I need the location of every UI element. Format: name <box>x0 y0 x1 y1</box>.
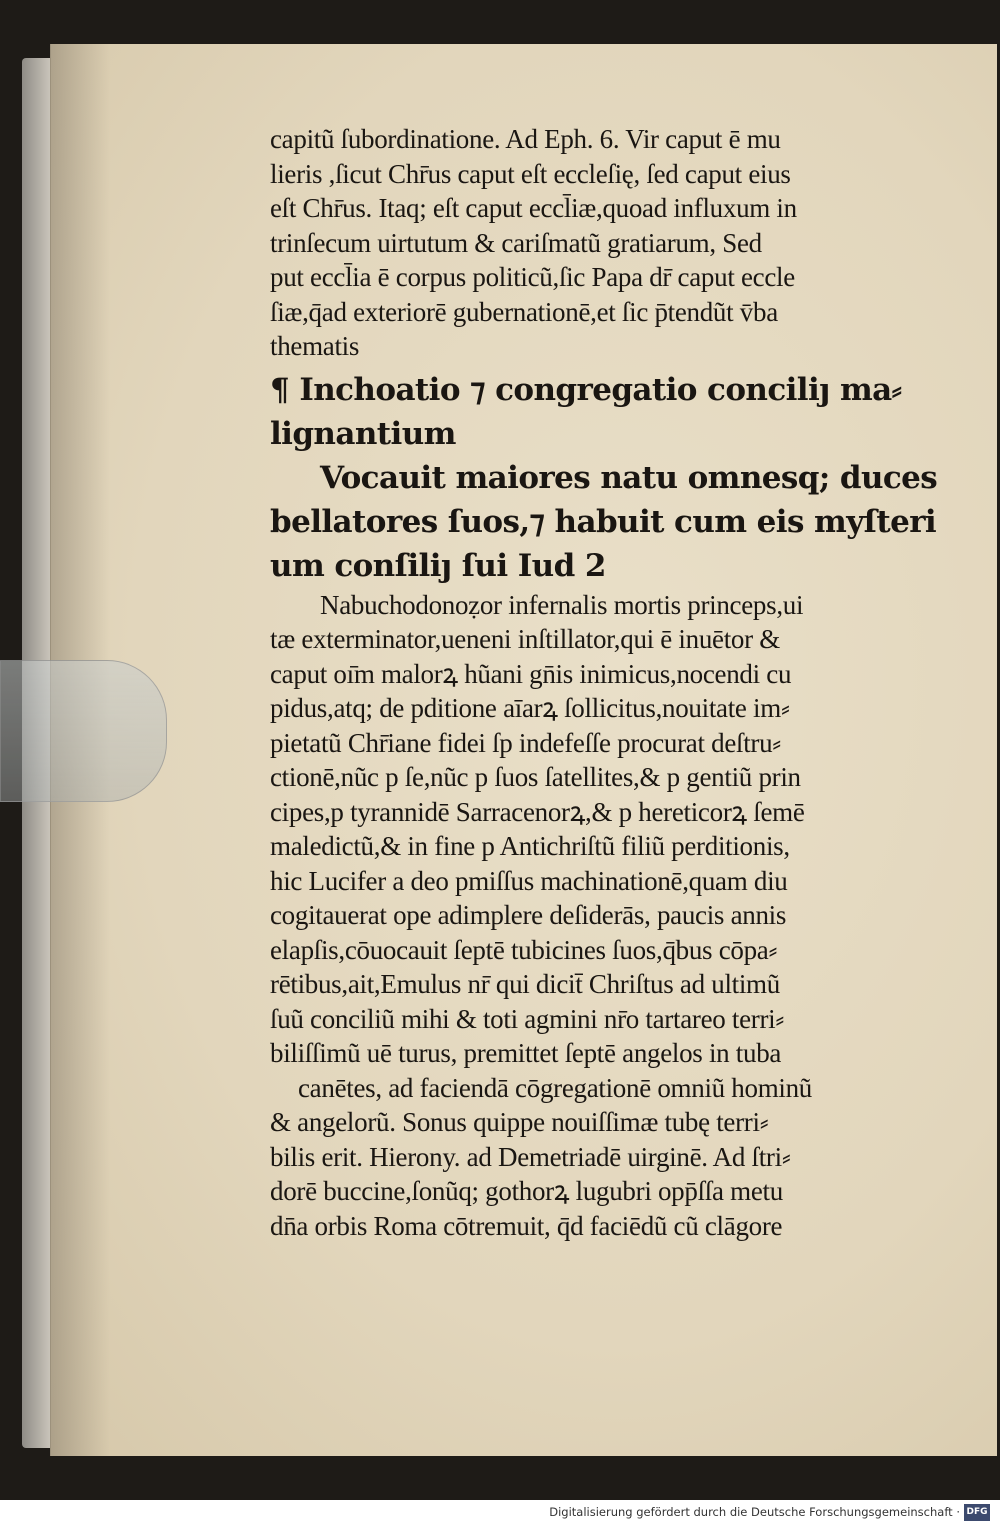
text-line: maledictũ,& in fine p Antichriſtũ filiũ perditionis, <box>270 831 790 861</box>
text-line: ſiæ,q̄ad exteriorē gubernationē,et ſic p̄tendũt v̄ba <box>270 296 778 327</box>
text-line: put eccl̄ia ē corpus politicũ,ſic Papa dr̄ caput eccle <box>270 262 795 292</box>
text-line: dn̄a orbis Roma cōtremuit, q̄d faciēdũ cũ clāgore <box>270 1210 783 1241</box>
text-line: cogitauerat ope adimplere deſiderās, paucis annis <box>270 900 787 930</box>
text-line: rētibus,ait,Emulus nr̄ qui dicit̄ Chriſtus ad ultimũ <box>270 969 780 999</box>
text-line: pidus,atq; de pditione aīarꝝ ſollicitus,nouitate im⸗ <box>270 693 790 723</box>
text-line: elapſis,cōuocauit ſeptē tubicines ſuos,q̄bus cōpa⸗ <box>270 934 778 965</box>
text-line: ſuũ conciliũ mihi & toti agmini nr̄o tartareo terri⸗ <box>270 1003 785 1034</box>
text-line: lieris ,ſicut Chr̄us caput eſt eccleſię, ſed caput eius <box>270 158 791 189</box>
quote-line: bellatores ſuos,⁊ habuit cum eis myſteri <box>270 503 937 540</box>
text-line: canētes, ad faciendā cōgregationē omniũ hominũ <box>298 1072 812 1103</box>
section-heading: lignantium <box>270 415 456 452</box>
text-line: dorē buccine,ſonũq; gothorꝝ lugubri opp̄ſſa metu <box>270 1176 783 1206</box>
text-line: hic Lucifer a deo pmiſſus machinationē,quam diu <box>270 865 788 896</box>
section-heading: ¶ Inchoatio ⁊ congregatio conciliȷ ma⸗ <box>270 371 902 408</box>
funding-credit: Digitalisierung gefördert durch die Deutsche Forschungsgemeinschaft · <box>549 1505 960 1519</box>
text-line: biliſſimũ uē turus, premittet ſeptē angelos in tuba <box>270 1038 782 1068</box>
text-line: & angelorũ. Sonus quippe nouiſſimæ tubę terri⸗ <box>270 1107 769 1137</box>
text-line: Nabuchodonoẓor infernalis mortis princeps,ui <box>320 589 804 620</box>
text-line: trinſecum uirtutum & cariſmatũ gratiarum, Sed <box>270 227 762 258</box>
text-line: capitũ ſubordinatione. Ad Eph. 6. Vir caput ē mu <box>270 124 781 154</box>
page-text <box>270 122 950 1243</box>
quote-line: um conſiliȷ ſui Iud 2 <box>270 547 606 584</box>
text-line: cipes,p tyrannidē Sarracenorꝝ,& p hereticorꝝ ſemē <box>270 796 805 827</box>
quote-line: Vocauit maiores natu omnesq; duces <box>320 459 938 496</box>
text-line: eſt Chr̄us. Itaq; eſt caput eccl̄iæ,quoad influxum in <box>270 193 797 223</box>
page-clip <box>0 660 167 802</box>
footer-bar <box>0 1500 1000 1526</box>
text-line: pietatũ Chr̄iane fidei ſp indefeſſe procurat deſtru⸗ <box>270 727 781 758</box>
text-line: tæ exterminator,ueneni inſtillator,qui ē inuētor & <box>270 624 780 654</box>
text-line: ctionē,nũc p ſe,nũc p ſuos ſatellites,& p gentiũ prin <box>270 762 801 792</box>
text-line: caput oı̄m malorꝝ hũani gn̄is inimicus,nocendi cu <box>270 658 792 689</box>
text-line: bilis erit. Hierony. ad Demetriadē uirginē. Ad ſtri⸗ <box>270 1141 791 1172</box>
dfg-logo: DFG <box>964 1504 990 1521</box>
text-line: thematis <box>270 331 360 361</box>
